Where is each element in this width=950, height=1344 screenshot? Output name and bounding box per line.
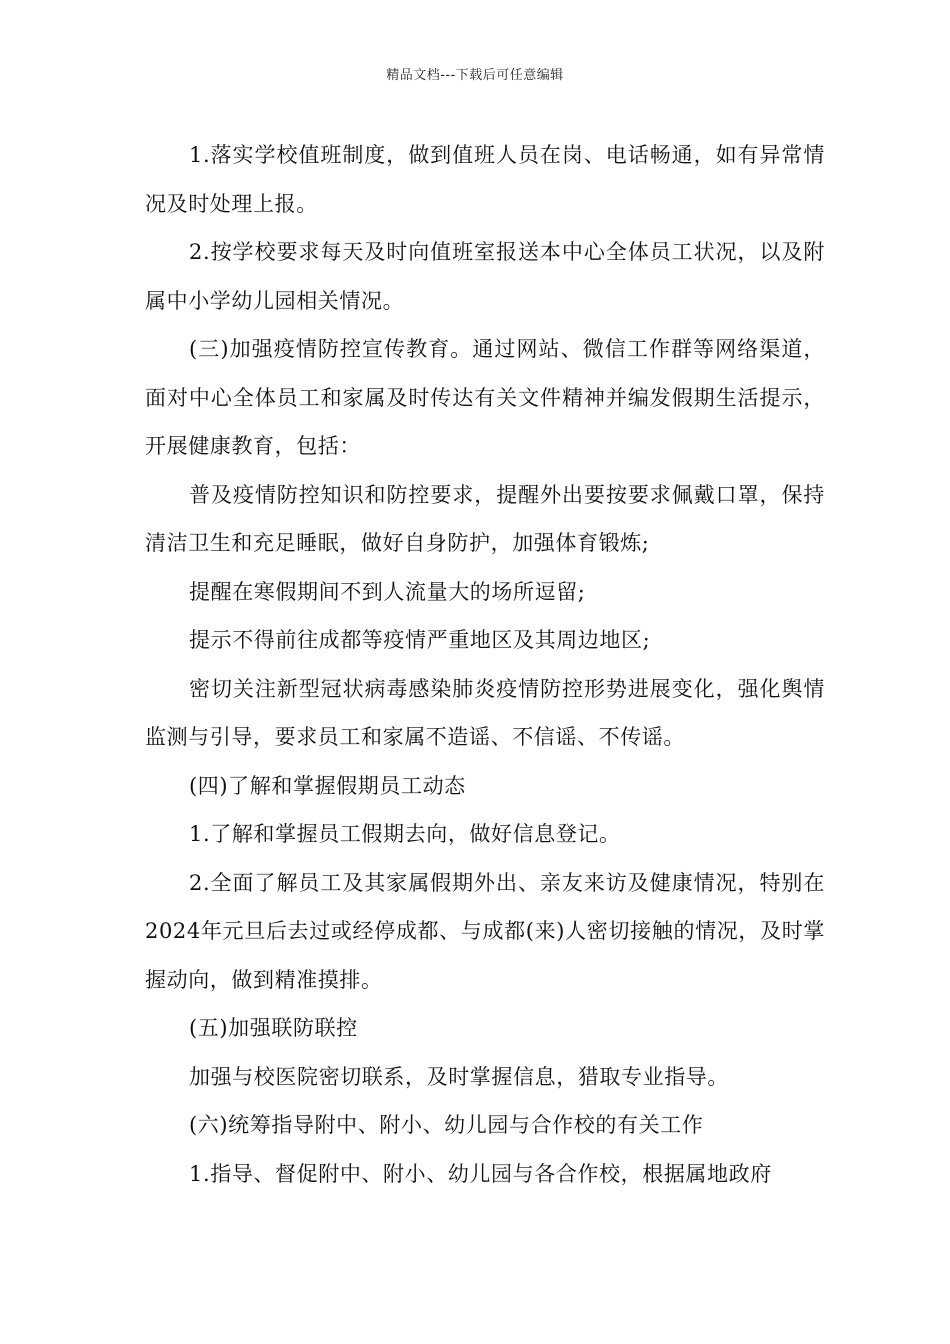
paragraph: 2.全面了解员工及其家属假期外出、亲友来访及健康情况，特别在2024年元旦后去过或经停成都、与成都(来)人密切接触的情况，及时掌握动向，做到精准摸排。 [145, 870, 825, 992]
paragraph: 普及疫情防控知识和防控要求，提醒外出要按要求佩戴口罩，保持清洁卫生和充足睡眠，做好自身防护，加强体育锻炼; [145, 482, 825, 555]
section-heading: (六)统筹指导附中、附小、幼儿园与合作校的有关工作 [189, 1113, 704, 1137]
document-body [145, 131, 825, 1198]
paragraph: 提醒在寒假期间不到人流量大的场所逗留; [189, 579, 586, 604]
section-heading: (五)加强联防联控 [189, 1016, 358, 1040]
paragraph: 1.了解和掌握员工假期去向，做好信息登记。 [189, 822, 621, 846]
section-heading: (四)了解和掌握假期员工动态 [189, 773, 466, 798]
paragraph: 加强与校医院密切联系，及时掌握信息，猎取专业指导。 [189, 1064, 729, 1089]
paragraph: 1.指导、督促附中、附小、幼儿园与各合作校，根据属地政府 [189, 1161, 772, 1186]
paragraph: 1.落实学校值班制度，做到值班人员在岗、电话畅通，如有异常情况及时处理上报。 [145, 143, 825, 216]
paragraph: 2.按学校要求每天及时向值班室报送本中心全体员工状况，以及附属中小学幼儿园相关情况。 [145, 240, 825, 313]
paragraph: 密切关注新型冠状病毒感染肺炎疫情防控形势进展变化，强化舆情监测与引导，要求员工和家属不造谣、不信谣、不传谣。 [145, 676, 825, 749]
section-heading-paragraph: (三)加强疫情防控宣传教育。通过网站、微信工作群等网络渠道，面对中心全体员工和家属及时传达有关文件精神并编发假期生活提示，开展健康教育，包括： [145, 337, 825, 458]
page-header: 精品文档---下载后可任意编辑 [386, 68, 564, 83]
paragraph: 提示不得前往成都等疫情严重地区及其周边地区; [189, 628, 651, 652]
